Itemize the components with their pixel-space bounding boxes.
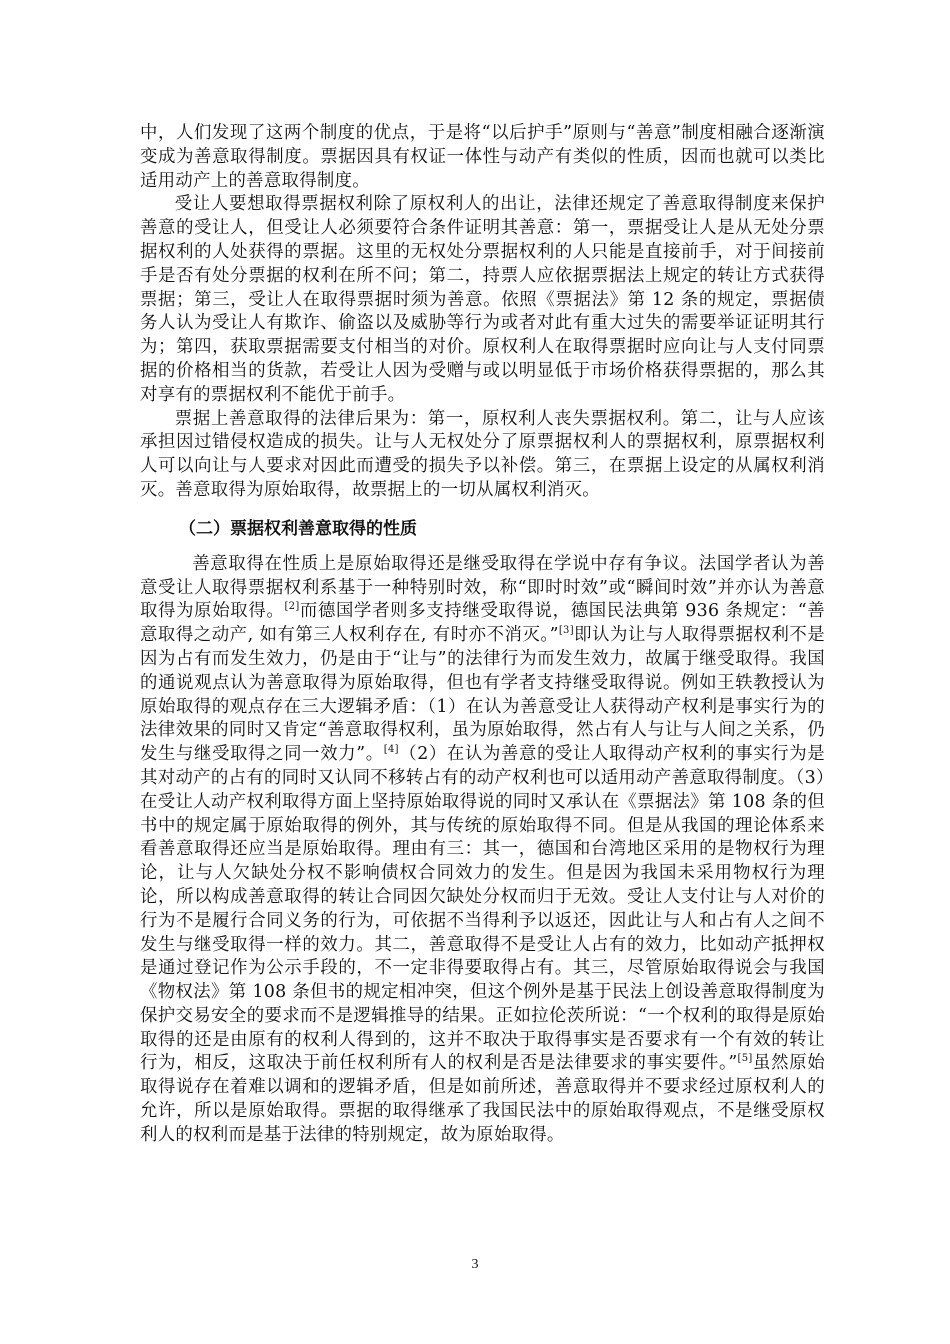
paragraph — [140, 408, 825, 503]
paragraph-text: 中，人们发现了这两个制度的优点，于是将“以后护手”原则与“善意”制度相融合逐渐演变成为善意取得制度。票据因具有权证一体性与动产有类似的性质，因而也就可以类比适用动产上的善意取得制度。 — [140, 123, 825, 191]
paragraph-text: 而德国学者则多支持继受取得说，德国民法典第 936 条规定：“善意取得之动产, 如有第三人权利存在, 有时亦不消灭。” — [140, 601, 825, 646]
paragraph-text: （2）在认为善意的受让人取得动产权利的事实行为是其对动产的占有的同时又认同不移转占有的动产权利也可以适用动产善意取得制度。（3）在受让人动产权利取得方面上坚持原始取得说的同时又承认在《票据法》第 108 条的但书中的规定属于原始取得的例外，其与传统的原始取得不同。但是从我国的理论体系来看善意取得还应当是原始取得。理由有三：其一，德国和台湾地区采用的是物权行为理论，让与人欠缺处分权不影响债权合同效力的发生。但是因为我国未采用物权行为理论，所以构成善意取得的转让合同因欠缺处分权而归于无效。受让人支付让与人对价的行为不是履行合同义务的行为，可依据不当得利予以返还，因此让与人和占有人之间不发生与继受取得一样的效力。其二，善意取得不是受让人占有的效力，比如动产抵押权是通过登记作为公示手段的，不一定非得要取得占有。其三，尽管原始取得说会与我国《物权法》第 108 条但书的规定相冲突，但这个例外是基于民法上创设善意取得制度为保护交易安全的要求而不是逻辑推导的结果。正如拉伦茨所说：“一个权利的取得是原始取得的还是由原有的权利人得到的，这并不取决于取得事实是否要求有一个有效的转让行为，相反，这取决于前任权利所有人的权利是否是法律要求的事实要件。” — [140, 744, 825, 1074]
paragraph-text: 受让人要想取得票据权利除了原权利人的出让，法律还规定了善意取得制度来保护善意的受让人，但受让人必须要符合条件证明其善意：第一，票据受让人是从无处分票据权利的人处获得的票据。这里的无权处分票据权利的人只能是直接前手，对于间接前手是否有处分票据的权利在所不问；第二，持票人应依据票据法上规定的转让方式获得票据；第三，受让人在取得票据时须为善意。依照《票据法》第 12 条的规定，票据债务人认为受让人有欺诈、偷盗以及威胁等行为或者对此有重大过失的需要举证证明其行为；第四，获取票据需要支付相当的对价。原权利人在取得票据时应向让与人支付同票据的价格相当的货款，若受让人因为受赠与或以明显低于市场价格获得票据的，那么其对享有的票据权利不能优于前手。 — [140, 194, 825, 405]
paragraph-text: 即认为让与人取得票据权利不是因为占有而发生效力，仍是由于“让与”的法律行为而发生效力，故属于继受取得。我国的通说观点认为善意取得为原始取得，但也有学者支持继受取得说。例如王轶教授认为原始取得的观点存在三大逻辑矛盾：（1）在认为善意受让人获得动产权利是事实行为的法律效果的同时又肯定“善意取得权利，虽为原始取得，然占有人与让与人间之关系，仍发生与继受取得之同一效力”。 — [140, 625, 826, 765]
paragraph-text: 善意取得在性质上是原始取得还是继受取得在学说中存有争议。法国学者认为善意受让人取得票据权利系基于一种特别时效，称“即时时效”或“瞬间时效”并亦认为善意取得为原始取得。 — [140, 553, 825, 622]
paragraph — [140, 553, 825, 1148]
footnote-ref: [5] — [737, 1053, 753, 1065]
footnote-ref: [2] — [284, 601, 300, 613]
page-body — [140, 122, 825, 1148]
section-heading: （二）票据权利善意取得的性质 — [179, 518, 417, 539]
paragraph-text: 票据上善意取得的法律后果为：第一，原权利人丧失票据权利。第二，让与人应该承担因过错侵权造成的损失。让与人无权处分了原票据权利人的票据权利，原票据权利人可以向让与人要求对因此而遭受的损失予以补偿。第三，在票据上设定的从属权利消灭。善意取得为原始取得，故票据上的一切从属权利消灭。 — [140, 408, 825, 500]
page-number: 3 — [471, 1257, 479, 1272]
paragraph — [140, 122, 825, 193]
footnote-ref: [4] — [383, 744, 399, 756]
footnote-ref: [3] — [558, 625, 574, 637]
paragraph-text: 虽然原始取得说存在着难以调和的逻辑矛盾，但是如前所述，善意取得并不要求经过原权利人的允许，所以是原始取得。票据的取得继承了我国民法中的原始取得观点，不是继受原权利人的权利而是基于法律的特别规定，故为原始取得。 — [140, 1053, 825, 1145]
paragraph — [140, 193, 825, 407]
